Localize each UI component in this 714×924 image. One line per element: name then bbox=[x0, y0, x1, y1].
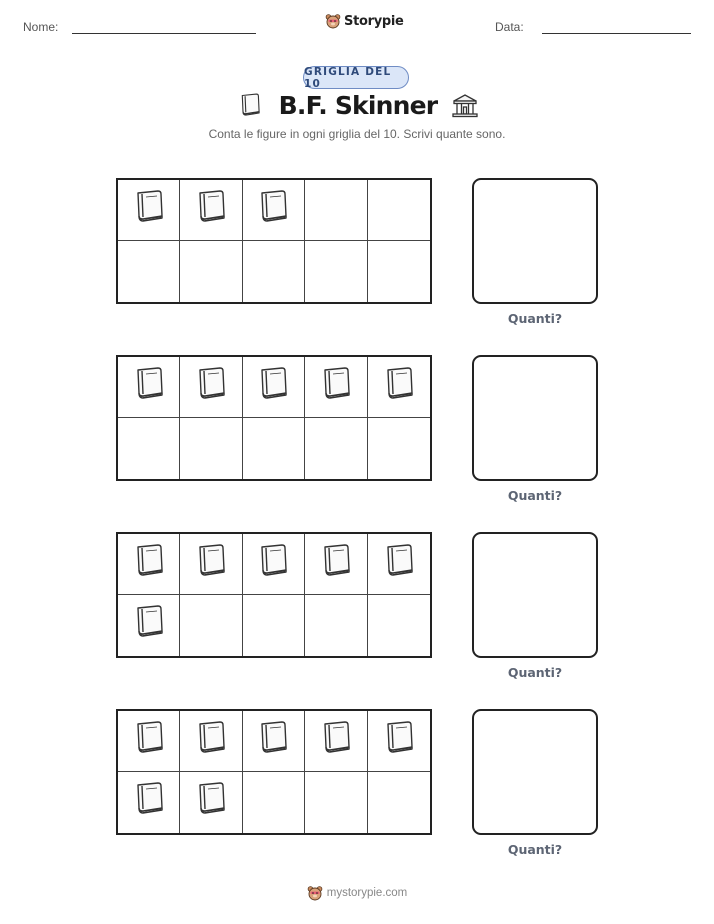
answer-box[interactable] bbox=[472, 178, 598, 304]
ten-frame-cell bbox=[243, 711, 305, 772]
book-icon bbox=[253, 542, 293, 587]
ten-frame-cell bbox=[118, 180, 180, 241]
brand-logo bbox=[325, 13, 404, 29]
brand-name: Storypie bbox=[344, 13, 404, 29]
quanti-label: Quanti? bbox=[507, 842, 563, 857]
ten-frame-cell bbox=[305, 711, 367, 772]
ten-frame-cell bbox=[180, 772, 242, 833]
book-icon bbox=[379, 542, 419, 587]
ten-frame bbox=[116, 532, 432, 658]
ten-frame-cell bbox=[180, 357, 242, 418]
ten-frame bbox=[116, 355, 432, 481]
ten-frame-cell bbox=[243, 241, 305, 302]
book-icon bbox=[253, 188, 293, 233]
book-icon bbox=[191, 542, 231, 587]
instructions: Conta le figure in ogni griglia del 10. Scrivi quante sono. bbox=[208, 127, 506, 141]
book-icon bbox=[379, 719, 419, 764]
book-icon bbox=[129, 542, 169, 587]
ten-frame-cell bbox=[305, 180, 367, 241]
ten-frame-cell bbox=[118, 357, 180, 418]
ten-frame-cell bbox=[180, 711, 242, 772]
bear-mascot-icon bbox=[307, 885, 323, 901]
book-icon bbox=[235, 92, 265, 120]
answer-box[interactable] bbox=[472, 709, 598, 835]
ten-frame-cell bbox=[243, 772, 305, 833]
book-icon bbox=[316, 365, 356, 410]
book-icon bbox=[379, 365, 419, 410]
footer-url: mystorypie.com bbox=[326, 887, 408, 899]
ten-frame-cell bbox=[243, 595, 305, 656]
ten-frame-cell bbox=[243, 534, 305, 595]
date-label: Data: bbox=[495, 20, 524, 34]
ten-frame-cell bbox=[180, 418, 242, 479]
book-icon bbox=[253, 365, 293, 410]
ten-frame-cell bbox=[118, 418, 180, 479]
book-icon bbox=[316, 542, 356, 587]
bear-mascot-icon bbox=[325, 13, 341, 29]
building-icon bbox=[451, 92, 479, 120]
ten-frame-cell bbox=[180, 180, 242, 241]
ten-frame-cell bbox=[180, 241, 242, 302]
book-icon bbox=[191, 365, 231, 410]
ten-frame-cell bbox=[368, 357, 430, 418]
ten-frame-cell bbox=[305, 595, 367, 656]
book-icon bbox=[129, 603, 169, 648]
ten-frame-cell bbox=[368, 180, 430, 241]
ten-frame-cell bbox=[305, 534, 367, 595]
ten-frame-cell bbox=[305, 241, 367, 302]
ten-frame-cell bbox=[118, 241, 180, 302]
ten-frame bbox=[116, 709, 432, 835]
book-icon bbox=[129, 188, 169, 233]
answer-box[interactable] bbox=[472, 532, 598, 658]
quanti-label: Quanti? bbox=[507, 488, 563, 503]
answer-box[interactable] bbox=[472, 355, 598, 481]
name-line[interactable] bbox=[72, 33, 256, 34]
book-icon bbox=[129, 719, 169, 764]
ten-frame-cell bbox=[243, 180, 305, 241]
ten-frame-cell bbox=[305, 772, 367, 833]
ten-frame-cell bbox=[368, 418, 430, 479]
book-icon bbox=[191, 719, 231, 764]
book-icon bbox=[129, 365, 169, 410]
book-icon bbox=[129, 780, 169, 825]
ten-frame-cell bbox=[118, 772, 180, 833]
date-line[interactable] bbox=[542, 33, 691, 34]
ten-frame-cell bbox=[118, 534, 180, 595]
quanti-label: Quanti? bbox=[507, 665, 563, 680]
title-row bbox=[0, 91, 714, 120]
book-icon bbox=[316, 719, 356, 764]
ten-frame-cell bbox=[118, 595, 180, 656]
quanti-label: Quanti? bbox=[507, 311, 563, 326]
page-title: B.F. Skinner bbox=[278, 91, 438, 120]
ten-frame-cell bbox=[368, 534, 430, 595]
book-icon bbox=[253, 719, 293, 764]
ten-frame-cell bbox=[368, 772, 430, 833]
ten-frame-cell bbox=[180, 595, 242, 656]
ten-frame-cell bbox=[368, 711, 430, 772]
ten-frame-cell bbox=[243, 418, 305, 479]
ten-frame-cell bbox=[243, 357, 305, 418]
name-label: Nome: bbox=[23, 20, 59, 34]
ten-frame-cell bbox=[368, 241, 430, 302]
ten-frame-cell bbox=[180, 534, 242, 595]
book-icon bbox=[191, 780, 231, 825]
ten-frame-cell bbox=[305, 418, 367, 479]
ten-frame bbox=[116, 178, 432, 304]
ten-frame-cell bbox=[368, 595, 430, 656]
book-icon bbox=[191, 188, 231, 233]
footer bbox=[0, 885, 714, 901]
ten-frame-cell bbox=[305, 357, 367, 418]
worksheet-type-badge: GRIGLIA DEL 10 bbox=[303, 66, 409, 89]
ten-frame-cell bbox=[118, 711, 180, 772]
